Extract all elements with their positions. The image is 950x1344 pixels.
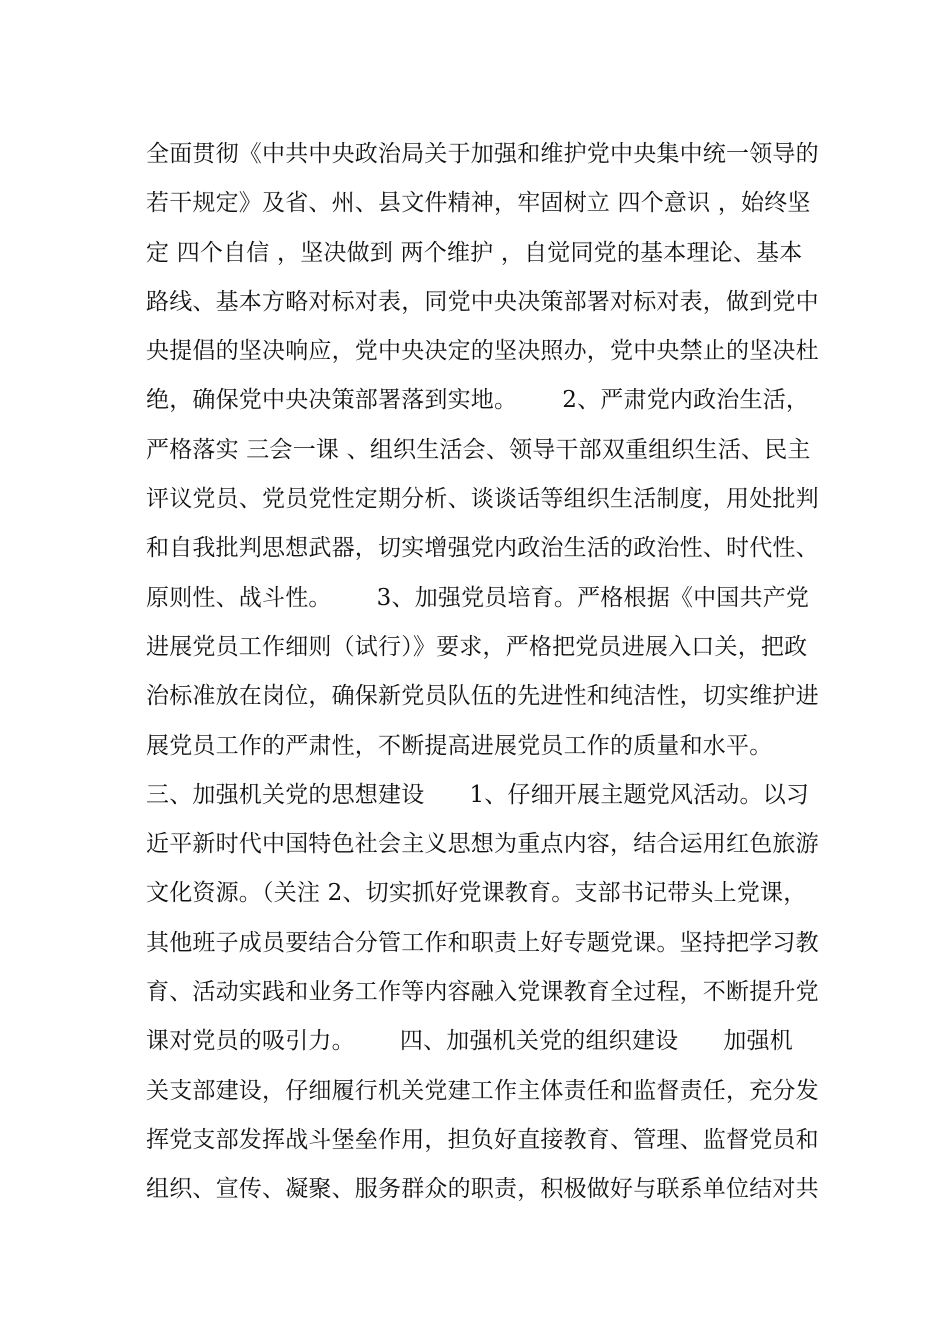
- text-line: 央提倡的坚决响应，党中央决定的坚决照办，党中央禁止的坚决杜: [146, 338, 819, 365]
- text-line: 若干规定》及省、州、县文件精神，牢固树立 四个意识 ，始终坚: [146, 190, 811, 217]
- text-line: 课对党员的吸引力。 四、加强机关党的组织建设 加强机: [146, 1028, 793, 1055]
- text-line: 严格落实 三会一课 、组织生活会、领导干部双重组织生活、民主: [146, 436, 811, 463]
- text-line: 组织、宣传、凝聚、服务群众的职责，积极做好与联系单位结对共: [146, 1176, 819, 1203]
- text-line: 原则性、战斗性。 3、加强党员培育。严格根据《中国共产党: [146, 584, 810, 611]
- text-line: 路线、基本方略对标对表，同党中央决策部署对标对表，做到党中: [146, 288, 819, 315]
- text-line: 文化资源。（关注 2、切实抓好党课教育。支部书记带头上党课，: [146, 880, 807, 907]
- text-line: 治标准放在岗位，确保新党员队伍的先进性和纯洁性，切实维护进: [146, 683, 819, 710]
- text-line: 全面贯彻《中共中央政治局关于加强和维护党中央集中统一领导的: [146, 141, 819, 167]
- text-line: 近平新时代中国特色社会主义思想为重点内容，结合运用红色旅游: [146, 831, 819, 858]
- text-line: 进展党员工作细则（试行）》要求，严格把党员进展入口关，把政: [146, 633, 808, 660]
- text-line: 和自我批判思想武器，切实增强党内政治生活的政治性、时代性、: [146, 535, 819, 562]
- text-line: 其他班子成员要结合分管工作和职责上好专题党课。坚持把学习教: [146, 929, 819, 956]
- text-line: 三、加强机关党的思想建设 1、仔细开展主题党风活动。以习: [146, 781, 810, 808]
- text-line: 关支部建设，仔细履行机关党建工作主体责任和监督责任，充分发: [146, 1077, 819, 1104]
- text-line: 绝，确保党中央决策部署落到实地。 2、严肃党内政治生活，: [146, 387, 810, 414]
- body-text: [146, 130, 826, 1215]
- text-line: 评议党员、党员党性定期分析、谈谈话等组织生活制度，用处批判: [146, 486, 819, 513]
- text-line: 挥党支部发挥战斗堡垒作用，担负好直接教育、管理、监督党员和: [146, 1126, 819, 1153]
- text-line: 育、活动实践和业务工作等内容融入党课教育全过程，不断提升党: [146, 979, 819, 1006]
- text-line: 展党员工作的严肃性，不断提高进展党员工作的质量和水平。: [146, 732, 773, 759]
- text-line: 定 四个自信 ，坚决做到 两个维护 ，自觉同党的基本理论、基本: [146, 239, 803, 266]
